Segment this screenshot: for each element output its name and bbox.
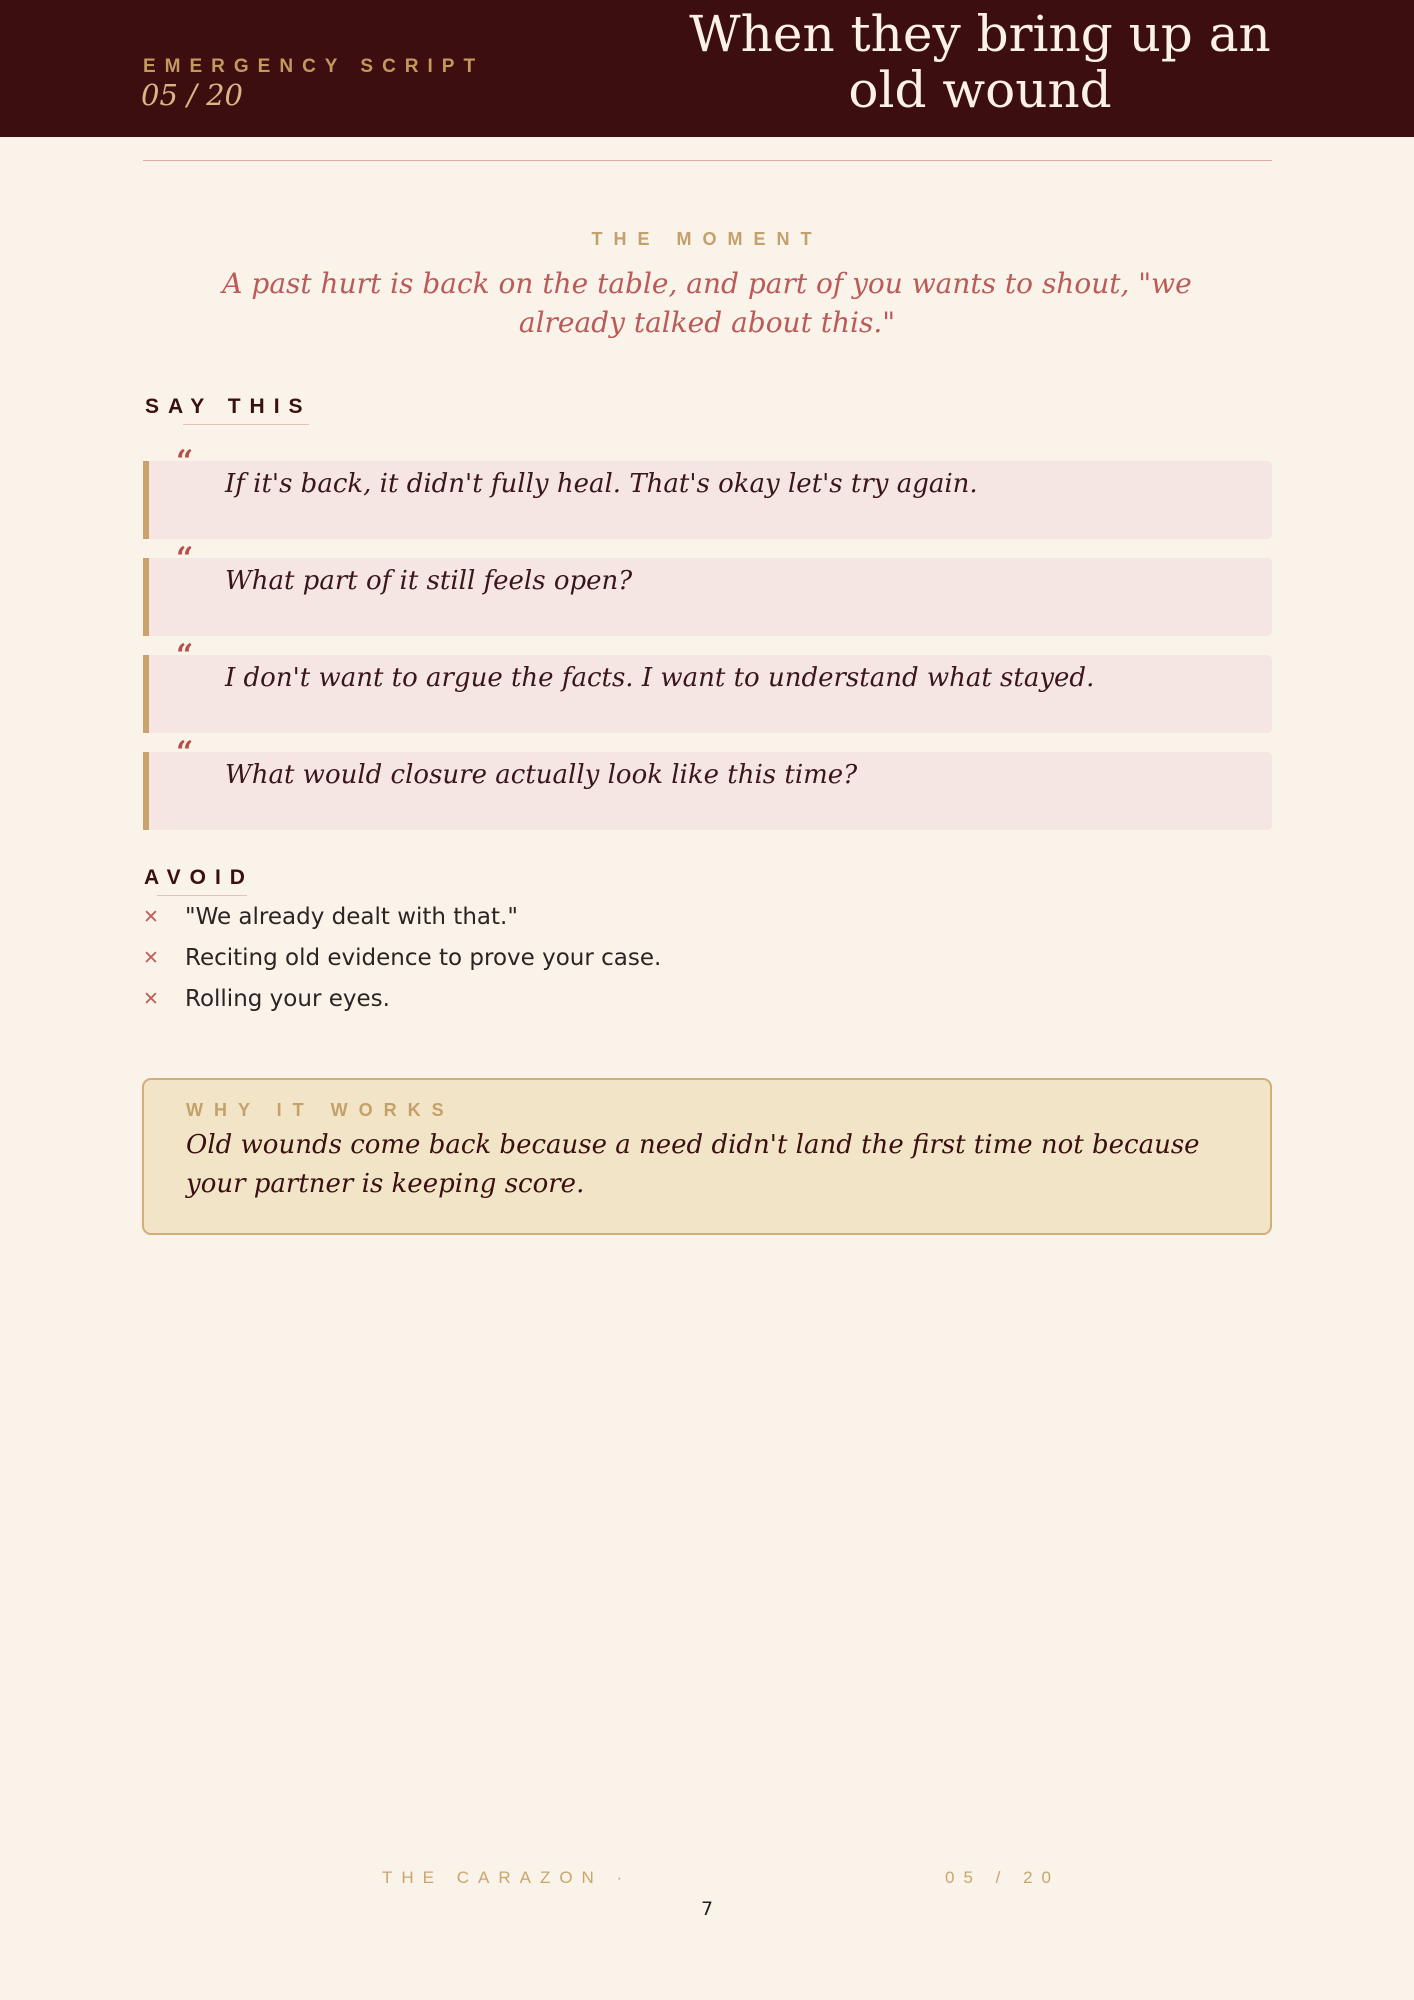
page-header xyxy=(0,0,1414,137)
avoid-text: Reciting old evidence to prove your case. xyxy=(185,945,662,971)
script-card xyxy=(143,638,1272,733)
quote-icon: “ xyxy=(176,638,194,673)
quote-icon: “ xyxy=(176,735,194,770)
script-line: I don't want to argue the facts. I want to understand what stayed. xyxy=(225,663,1095,693)
why-it-works-text: Old wounds come back because a need didn't land the first time not because your partner is keeping score. xyxy=(186,1130,1200,1199)
x-icon: ✕ xyxy=(143,947,159,969)
avoid-item xyxy=(143,904,1043,938)
x-icon: ✕ xyxy=(143,988,159,1010)
section-kicker: EMERGENCY SCRIPT xyxy=(143,56,485,77)
avoid-heading: AVOID xyxy=(144,866,254,889)
page-title: When they bring up an old wound xyxy=(689,5,1271,119)
avoid-text: Rolling your eyes. xyxy=(185,986,390,1012)
script-line: What part of it still feels open? xyxy=(225,566,633,596)
x-icon: ✕ xyxy=(143,906,159,928)
say-this-underline xyxy=(183,424,309,425)
quote-icon: “ xyxy=(176,541,194,576)
script-card xyxy=(143,444,1272,539)
why-it-works-label: WHY IT WORKS xyxy=(186,1100,455,1120)
script-line: What would closure actually look like this time? xyxy=(225,760,858,790)
footer-brand: THE CARAZON · xyxy=(382,1868,632,1887)
footer-issue: 05 / 20 xyxy=(945,1868,1060,1887)
why-it-works-box xyxy=(142,1078,1272,1235)
script-card xyxy=(143,735,1272,830)
avoid-item xyxy=(143,945,1043,979)
script-line: If it's back, it didn't fully heal. That's okay let's try again. xyxy=(225,469,978,499)
moment-label: THE MOMENT xyxy=(591,229,823,249)
script-card xyxy=(143,541,1272,636)
avoid-underline xyxy=(157,895,247,896)
header-divider xyxy=(143,160,1272,161)
say-this-heading: SAY THIS xyxy=(145,395,312,418)
avoid-text: "We already dealt with that." xyxy=(185,904,518,930)
quote-icon: “ xyxy=(176,444,194,479)
issue-number: 05 / 20 xyxy=(141,78,244,112)
moment-text: A past hurt is back on the table, and part of you wants to shout, "we already talked about this." xyxy=(222,267,1192,339)
page-number: 7 xyxy=(700,1898,714,1920)
avoid-item xyxy=(143,986,1043,1020)
